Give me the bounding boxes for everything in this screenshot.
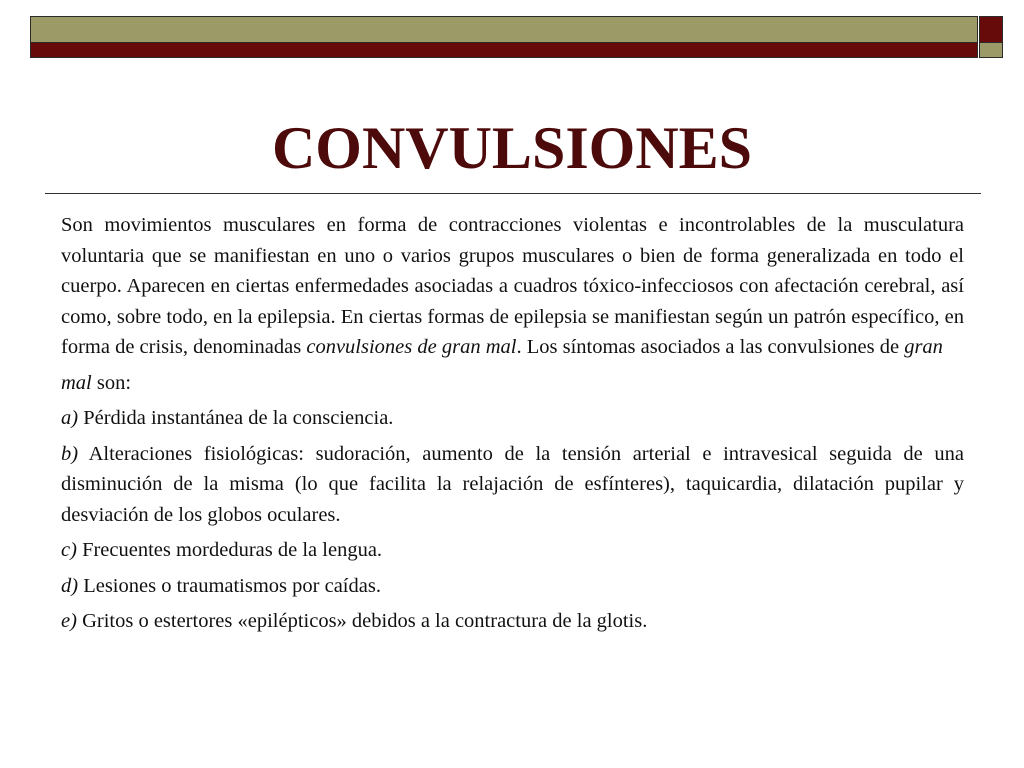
list-item-a — [61, 403, 964, 434]
continuation-italic: mal — [61, 371, 92, 394]
title-divider — [45, 193, 981, 194]
item-marker: b) — [61, 442, 79, 465]
header-olive-stripe — [31, 17, 977, 43]
item-marker: e) — [61, 610, 77, 632]
item-marker: d) — [61, 574, 79, 597]
intro-italic-1: convulsiones de gran mal — [306, 336, 517, 358]
item-text: Frecuentes mordeduras de la lengua. — [76, 539, 383, 561]
list-item-e — [61, 606, 964, 637]
item-text: Gritos o estertores «epilépticos» debidos a la contractura de la glotis. — [76, 610, 648, 632]
slide-body — [61, 210, 964, 642]
list-item-b — [61, 439, 964, 531]
header-maroon-stripe — [31, 43, 977, 57]
corner-maroon-square — [980, 17, 1002, 43]
list-item-d — [61, 571, 964, 602]
item-text: Lesiones o traumatismos por caídas. — [78, 574, 381, 597]
item-text: Pérdida instantánea de la consciencia. — [78, 407, 394, 429]
item-text: Alteraciones fisiológicas: sudoración, aumento de la tensión arterial e intravesical seguida de una disminución de la misma (lo que facilita la relajación de esfínteres), taquicardia, dilatación pupilar y desviación de los globos oculares. — [61, 442, 964, 526]
intro-text-2: . Los síntomas asociados a las convulsiones de — [516, 336, 905, 358]
item-marker: c) — [61, 539, 77, 561]
continuation-line — [61, 368, 964, 399]
list-item-c — [61, 535, 964, 566]
item-marker: a) — [61, 407, 79, 429]
intro-italic-2: gran — [904, 336, 943, 358]
header-corner-block — [979, 16, 1003, 58]
header-bar — [30, 16, 978, 58]
intro-paragraph — [61, 210, 964, 363]
corner-olive-square — [980, 43, 1002, 57]
intro-text-1: Son movimientos musculares en forma de contracciones violentas e incontrolables de la musculatura voluntaria que se manifiestan en uno o varios grupos musculares o bien de forma generalizada en todo el cuerpo. Aparecen en ciertas enfermedades asociadas a cuadros tóxico-infecciosos con afectación cerebral, así como, sobre todo, en la epilepsia. En ciertas formas de epilepsia se manifiestan según un patrón específico, en forma de crisis, denominadas — [61, 214, 964, 358]
continuation-text: son: — [91, 371, 132, 394]
slide-title: CONVULSIONES — [271, 115, 753, 181]
